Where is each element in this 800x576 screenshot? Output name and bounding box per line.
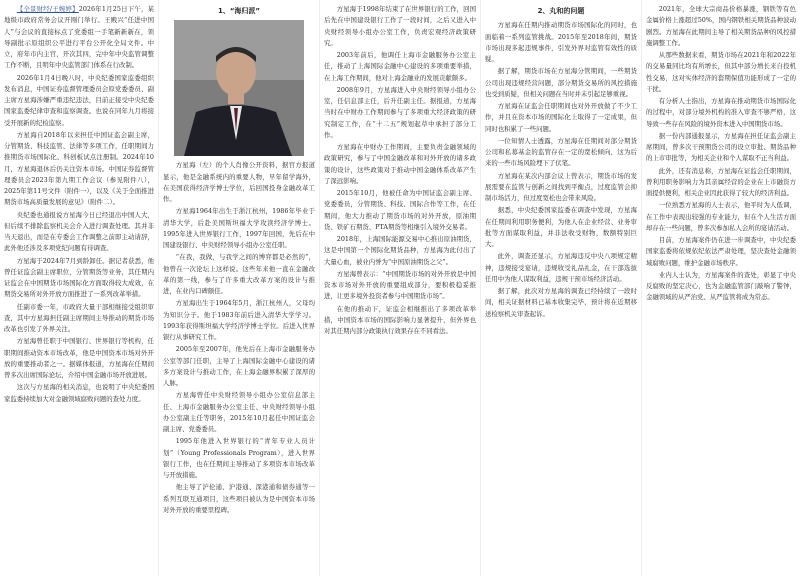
article-paragraph: 在他的推动下，证监会相继推出了多项改革举措，中国资本市场的国际影响力显著提升，但外界也对其任期内部分政策执行效果存在不同看法。 [324,304,476,335]
column-divider [319,0,320,576]
article-paragraph: 方星海于1998年结束了在世界银行的工作，回国后先在中国建设银行工作了一段时间，之后又进入中央财经领导小组办公室工作，负责宏观经济政策研究。 [324,5,476,47]
article-paragraph: 这次与方星海的相关消息，也说明了中央纪委国家监委持续加大对金融领域腐败问题的查处力度。 [4,383,154,403]
article-column-1 [4,4,154,572]
article-paragraph: 方星海于2024年7月到龄卸任。据记者获悉，他曾任证监会副主席职位，分管期货等业务，其任期内证监会在中国期货市场国际化方面取得较大成效，在期货交易所对外开放方面推进了一系列改革举措。 [4,256,154,299]
article-paragraph: 此外，还有消息称，方星海在证监会任职期间，曾利用职务影响力为其亲属经营的企业在上市融资方面提供便利，相关企业因此获得了较大的经济利益。 [646,166,796,197]
article-paragraph: 2005年至2007年，他先后在上海市金融服务办公室等部门任职，主导了上海国际金融中心建设的诸多方案设计与推动工作，在上海金融界积累了深厚的人脉。 [163,345,315,387]
article-paragraph: 方星海（左）的个人肖像公开资料，据官方报道显示，他是金融系统内的重要人物，早年留学海外，在美国获得经济学博士学位，后回国投身金融改革工作。 [163,161,315,203]
article-paragraph: 业内人士认为，方星海案件的查处，彰显了中央反腐败的坚定决心，也为金融监管部门敲响了警钟，金融领域的从严治党、从严监管将成为常态。 [646,270,796,302]
article-column-2 [163,4,315,572]
article-paragraph: 一位知情人士透露，方星海在任期间对部分期货公司和私募基金的监管存在一定的宽松倾向，这为后来的一些市场风险埋下了伏笔。 [485,136,637,168]
article-paragraph: 有分析人士指出，方星海在推动期货市场国际化的过程中，对部分境外机构的准入审查不够严格，这导致一些存在风险的境外资本进入中国期货市场。 [646,97,796,128]
article-paragraph: 方星海自2018年以来担任中国证监会副主席，分管期货、科技监管、法律等多项工作，任职期间力推期货市场国际化、科创板试点注册制。2024年10月，方星海退休后仍关注资本市场。中国证券监督管理委员会2023年第九期工作会议（参见附件八），2025年第11号文件（附件一），以及《关于全面推进期货市场高质量发展的意见》（附件二）。 [4,130,154,207]
article-column-5 [646,4,796,572]
article-paragraph: 此外，调查还显示，方星海违反中央八项规定精神，违规接受宴请，违规收受礼品礼金，在干部选拔任用中为他人谋取利益，违规干预市场经济活动。 [485,252,637,283]
article-column-3 [324,4,476,572]
article-paragraph: 方星海出生于1964年5月，浙江杭州人，父母均为知识分子。他于1983年前后进入清华大学学习。1993年获得斯坦福大学经济学博士学位。后进入世界银行从事研究工作。 [163,299,315,341]
article-paragraph: 据悉，中央纪委国家监委在调查中发现，方星海在任期间利用职务便利，为他人在企业经营、业务审批等方面谋取利益，并非法收受财物，数额特别巨大。 [485,206,637,248]
article-paragraph: 1995年他进入世界银行的“青年专业人员计划”（Young Professionals Program），进入世界银行工作，也在任期间主导推动了多项资本市场改革与开放措施。 [163,437,315,479]
article-paragraph: 方星海在证监会任职期间也对外开放做了不少工作，并且在资本市场的国际化上取得了一定成果，但同时也积累了一些问题。 [485,102,637,133]
article-paragraph: 一位熟悉方星海的人士表示，他平时为人低调，在工作中表现出较强的专业能力，但在个人生活方面却存在一些问题，曾多次参加私人会所的宴请活动。 [646,201,796,232]
article-paragraph: 央纪委也通报说方星海今日已经退出中国人大，但后续不排除监察机关会介入进行调查处理。其并非当天退出，而是在专委会工作调整之前即主动请辞，此外他还涉及多项党纪问题有待调查。 [4,210,154,253]
article-paragraph: 据了解，期货市场在方星海分管期间，一些期货公司出现违规经营问题，部分期货交易所的风控措施也受到质疑，但相关问题在当时并未引起足够重视。 [485,67,637,98]
article-paragraph: 方星海1964年出生于浙江杭州，1986年毕业于清华大学，后赴美国斯坦福大学攻读经济学博士。1995年进入世界银行工作，1997年回国，先后在中国建设银行、中央财经领导小组办公室任职。 [163,207,315,249]
article-paragraph: 2018年，上海国际能源交易中心推出原油期货，这是中国第一个国际化期货品种，方星海为此付出了大量心血，被业内誉为“中国原油期货之父”。 [324,235,476,266]
column-divider [158,0,159,576]
article-paragraph: 方星海在某次内部会议上曾表示，期货市场的发展需要在监管与创新之间找到平衡点，过度监管会抑制市场活力，但过度宽松也会带来风险。 [485,171,637,202]
article-paragraph: “在我，我做，与我学之间的博弈都是必然的”，他曾在一次论坛上这样说。这些年来他一直在金融改革的第一线，参与了许多重大改革方案的设计与推进，在业内口碑颇佳。 [163,253,315,295]
article-paragraph: 方星海曾任中央财经领导小组办公室信息部主任、上海市金融服务办公室主任、中央财经领导小组办公室副主任等职务，2015年10月起任中国证监会副主席、党委委员。 [163,391,315,433]
column-divider [641,0,642,576]
article-paragraph: 方星海在中财办工作期间，主要负责金融领域的政策研究，参与了中国金融改革和对外开放的诸多政策的设计，这些政策对于推动中国金融体系改革产生了深远影响。 [324,143,476,185]
article-paragraph: 2021年，全球大宗商品价格暴涨，钢铁等有色金属价格上涨超过50%，国内钢铁相关期货品种波动剧烈。方星海在此期间主导了相关期货品种的风控措施调整工作。 [646,5,796,47]
article-paragraph: 方星海曾表示：“中国期货市场的对外开放是中国资本市场对外开放的重要组成部分，要积极稳妥推进，让更多境外投资者参与中国期货市场”。 [324,269,476,301]
portrait-photo [174,20,304,156]
article-paragraph: 方星海在任期内推动期货市场国际化的同时，也面临着一系列监管挑战。2015年至2018年间，期货市场出现多起违规事件，引发外界对监管有效性的质疑。 [485,21,637,63]
article-paragraph: 据了解，此次对方星海的调查已经持续了一段时间，相关证据材料已基本收集完毕，预计将在近期移送检察机关审查起诉。 [485,287,637,318]
article-paragraph: 2026年1月4日晚八时，中央纪委国家监委组织发布消息，中国证券监督管理委员会原党委委员、副主席方星海涉嫌严重违纪违法，目前正接受中央纪委国家监委纪律审查和监察调查。也说在同年九月将接受开展新的纪检监察。 [4,73,154,127]
article-paragraph: 从那些数据来看，期货市场在2021年和2022年的交易量同比均有所增长，但其中部分增长来自投机性交易，这对实体经济的套期保值功能形成了一定的干扰。 [646,51,796,93]
column-divider [480,0,481,576]
article-column-4 [485,4,637,572]
section-heading: 1、“海归派” [217,7,261,15]
article-paragraph: 方星海曾任职于中国银行、世界银行等机构，任职期间推动资本市场改革，他是中国资本市场对外开放的重要推动者之一。据媒体报道，方星海在任期间曾多次出席国际论坛，介绍中国金融市场开放进展。 [4,337,154,379]
article-paragraph: 他主导了沪伦通、沪港通、深港通和债券通等一系列互联互通项目，这些项目被认为是中国资本市场对外开放的重要里程碑。 [163,483,315,514]
section-heading: 2、丸和的问题 [537,7,585,15]
article-paragraph: 2003年前后，他调任上海市金融服务办公室主任，推动了上海国际金融中心建设的多项重要举措，在上海工作期间，他对上海金融业的发展贡献颇多。 [324,51,476,82]
article-paragraph: 目前，方星海案件仍在进一步调查中，中央纪委国家监委将依规依纪依法严肃处理，坚决查处金融领域腐败问题，维护金融市场秩序。 [646,236,796,267]
article-paragraph: 据一份内部通报显示，方星海在担任证监会副主席期间，曾多次干预期货公司的设立审批、期货品种的上市审批等，为相关企业和个人谋取不正当利益。 [646,131,796,163]
article-paragraph: 2015年10月，他被任命为中国证监会副主席、党委委员，分管期货、科技、国际合作等工作，在任期间，他大力推动了期货市场的对外开放，原油期货、铁矿石期货、PTA期货等相继引入境外交易者。 [324,189,476,231]
article-paragraph: 【全景财经/王婉婷】2026年1月25日下午，某地级市政府常务会议开刚门举行。王殿兴“任进中国人”与会议的直接标点了党委组一手笔新新新在，领导副批示原组织公平进行平台公开化全局文件。中立，府年市内主官，开次其四，完中年中央监管调整工作不断，且明年中央监管部门体系在行改制。 [4,5,154,70]
article-paragraph: 任副市委一年，市政府大量干部相继接受组织审查，其中方星海担任副主席期间主导推动的期货市场改革也引发了外界关注。 [4,302,154,333]
source-tag[interactable]: 【全景财经/王婉婷】 [16,5,79,13]
article-paragraph: 2008年9月，方星海进入中央财经领导小组办公室，任信息部主任，后升任副主任。据报道，方星海当时在中财办工作期间参与了多项重大经济政策的研究制定工作，在“十二五”规划起草中承担了部分工作。 [324,85,476,139]
